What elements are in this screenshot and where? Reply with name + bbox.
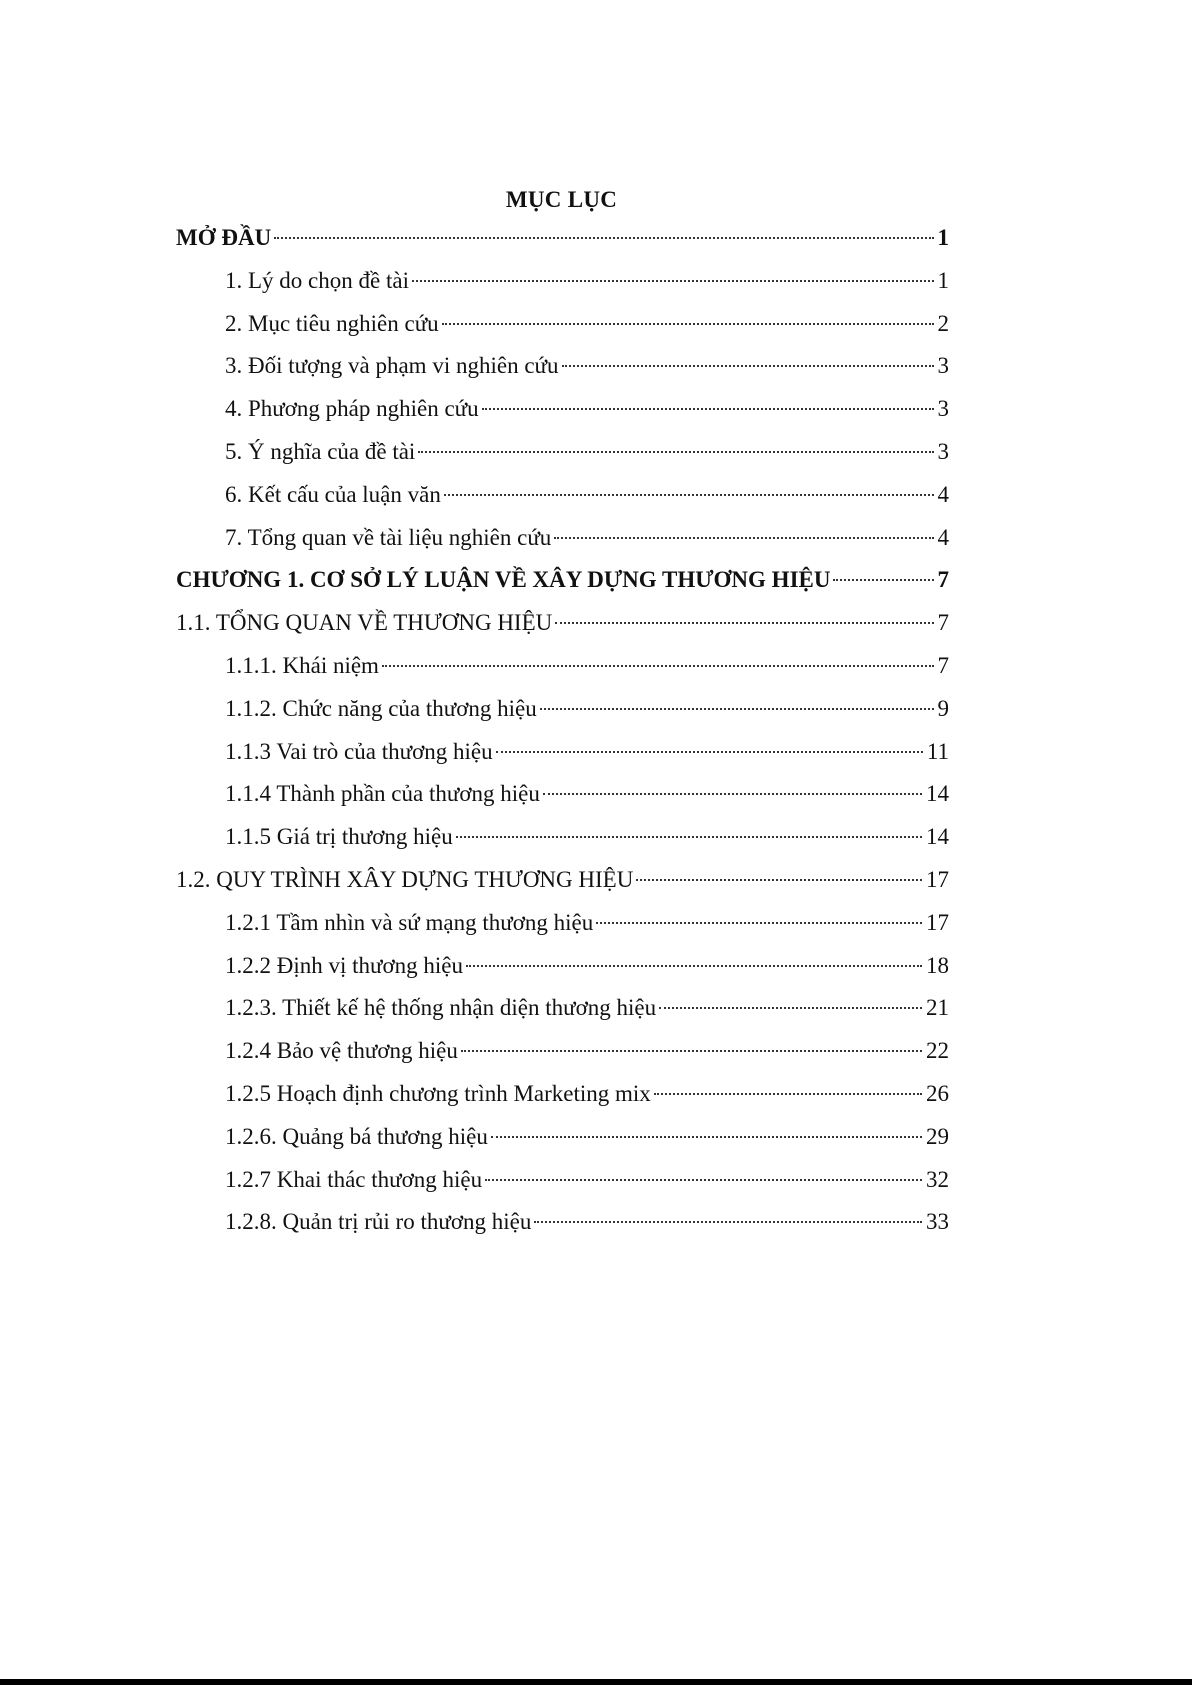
toc-dot-leader xyxy=(543,793,922,795)
toc-entry[interactable] xyxy=(176,692,949,735)
toc-entry-label: 1.2.7 Khai thác thương hiệu xyxy=(225,1166,483,1192)
toc-entry-page-number: 7 xyxy=(937,652,949,678)
toc-entry-label: 1.2.1 Tầm nhìn và sứ mạng thương hiệu xyxy=(225,909,594,935)
toc-entry-label: 1.1.3 Vai trò của thương hiệu xyxy=(225,738,493,764)
toc-entry-page-number: 1 xyxy=(937,225,949,250)
toc-entry-label: 1.2.2 Định vị thương hiệu xyxy=(225,952,464,978)
toc-entry-page-number: 21 xyxy=(926,995,949,1021)
toc-entry-label: 1.2.8. Quản trị rủi ro thương hiệu xyxy=(225,1209,532,1235)
toc-entry[interactable] xyxy=(176,221,949,264)
toc-entry-page-number: 18 xyxy=(926,952,949,978)
toc-dot-leader xyxy=(596,922,922,924)
toc-dot-leader xyxy=(456,836,922,838)
toc-entry-page-number: 2 xyxy=(937,310,949,336)
toc-entry[interactable] xyxy=(176,606,949,649)
toc-entry[interactable] xyxy=(176,949,949,992)
toc-entry-label: 1.2.5 Hoạch định chương trình Marketing mix xyxy=(225,1080,651,1106)
toc-entry-page-number: 32 xyxy=(926,1166,949,1192)
toc-entry-page-number: 9 xyxy=(937,695,949,721)
toc-entry-label: 1.2.4 Bảo vệ thương hiệu xyxy=(225,1038,458,1064)
toc-entry-label: 6. Kết cấu của luận văn xyxy=(225,481,441,507)
toc-entry[interactable] xyxy=(176,906,949,949)
toc-dot-leader xyxy=(444,494,934,496)
toc-dot-leader xyxy=(274,237,933,239)
toc-entry-page-number: 4 xyxy=(937,524,949,550)
toc-entry[interactable] xyxy=(176,349,949,392)
toc-entry-label: 3. Đối tượng và phạm vi nghiên cứu xyxy=(225,353,559,379)
toc-entry[interactable] xyxy=(176,1120,949,1163)
toc-dot-leader xyxy=(555,622,933,624)
toc-dot-leader xyxy=(466,965,922,967)
toc-entry-page-number: 1 xyxy=(937,267,949,293)
toc-entry-page-number: 11 xyxy=(926,738,949,764)
toc-entry[interactable] xyxy=(176,307,949,350)
toc-entry-label: 1.2.6. Quảng bá thương hiệu xyxy=(225,1123,488,1149)
toc-entry-page-number: 3 xyxy=(937,353,949,379)
toc-entry-label: 7. Tổng quan về tài liệu nghiên cứu xyxy=(225,524,552,550)
toc-entry-label: 1.2. QUY TRÌNH XÂY DỰNG THƯƠNG HIỆU xyxy=(176,866,634,892)
toc-dot-leader xyxy=(636,879,922,881)
toc-entry[interactable] xyxy=(176,991,949,1034)
toc-dot-leader xyxy=(442,323,934,325)
toc-entry[interactable] xyxy=(176,435,949,478)
toc-entry-label: 4. Phương pháp nghiên cứu xyxy=(225,396,479,422)
toc-dot-leader xyxy=(659,1007,922,1009)
toc-entry[interactable] xyxy=(176,478,949,521)
toc-entry-page-number: 4 xyxy=(937,481,949,507)
toc-dot-leader xyxy=(554,537,933,539)
toc-entry-page-number: 22 xyxy=(926,1038,949,1064)
toc-dot-leader xyxy=(382,665,934,667)
toc-entry-page-number: 26 xyxy=(926,1080,949,1106)
toc-entry-page-number: 14 xyxy=(926,824,949,850)
toc-entry[interactable] xyxy=(176,563,949,606)
toc-entry[interactable] xyxy=(176,863,949,906)
toc-title: MỤC LỤC xyxy=(505,187,618,212)
toc-entry-label: 1.1. TỔNG QUAN VỀ THƯƠNG HIỆU xyxy=(176,610,553,636)
toc-dot-leader xyxy=(496,751,923,753)
toc-entry-page-number: 3 xyxy=(937,396,949,422)
toc-entry-page-number: 17 xyxy=(926,866,949,892)
toc-entry-page-number: 29 xyxy=(926,1123,949,1149)
toc-dot-leader xyxy=(654,1093,922,1095)
toc-entry-label: 2. Mục tiêu nghiên cứu xyxy=(225,310,439,336)
toc-entry-label: MỞ ĐẦU xyxy=(176,225,272,250)
toc-entry[interactable] xyxy=(176,392,949,435)
toc-dot-leader xyxy=(562,365,934,367)
toc-entry[interactable] xyxy=(176,735,949,778)
toc-dot-leader xyxy=(418,451,933,453)
toc-entry[interactable] xyxy=(176,820,949,863)
toc-dot-leader xyxy=(485,1179,922,1181)
toc-entry[interactable] xyxy=(176,649,949,692)
toc-entry-label: 1.1.2. Chức năng của thương hiệu xyxy=(225,695,537,721)
toc-entry[interactable] xyxy=(176,264,949,307)
toc-entry-label: 1.2.3. Thiết kế hệ thống nhận diện thương hiệu xyxy=(225,995,657,1021)
toc-dot-leader xyxy=(461,1050,922,1052)
toc-entry-page-number: 33 xyxy=(926,1209,949,1235)
toc-entry-page-number: 17 xyxy=(926,909,949,935)
toc-entry-label: 5. Ý nghĩa của đề tài xyxy=(225,438,416,464)
toc-entry-page-number: 3 xyxy=(937,438,949,464)
toc-entry[interactable] xyxy=(176,1163,949,1206)
toc-dot-leader xyxy=(534,1221,922,1223)
toc-entry-label: 1. Lý do chọn đề tài xyxy=(225,267,409,293)
toc-dot-leader xyxy=(491,1136,922,1138)
toc-dot-leader xyxy=(540,708,934,710)
toc-entry[interactable] xyxy=(176,1077,949,1120)
toc-entry[interactable] xyxy=(176,1034,949,1077)
page-bottom-border xyxy=(0,1679,1192,1685)
toc-entry[interactable] xyxy=(176,777,949,820)
toc-entry[interactable] xyxy=(176,1205,949,1248)
table-of-contents xyxy=(176,221,949,1248)
toc-dot-leader xyxy=(412,280,934,282)
toc-entry[interactable] xyxy=(176,521,949,564)
toc-dot-leader xyxy=(482,408,934,410)
toc-entry-label: 1.1.1. Khái niệm xyxy=(225,652,379,678)
toc-entry-page-number: 7 xyxy=(937,567,949,593)
toc-entry-label: CHƯƠNG 1. CƠ SỞ LÝ LUẬN VỀ XÂY DỰNG THƯƠNG HIỆU xyxy=(176,567,831,593)
toc-dot-leader xyxy=(833,579,933,581)
toc-entry-label: 1.1.5 Giá trị thương hiệu xyxy=(225,824,453,850)
toc-entry-page-number: 14 xyxy=(926,781,949,807)
toc-entry-label: 1.1.4 Thành phần của thương hiệu xyxy=(225,781,540,807)
toc-entry-page-number: 7 xyxy=(937,610,949,636)
